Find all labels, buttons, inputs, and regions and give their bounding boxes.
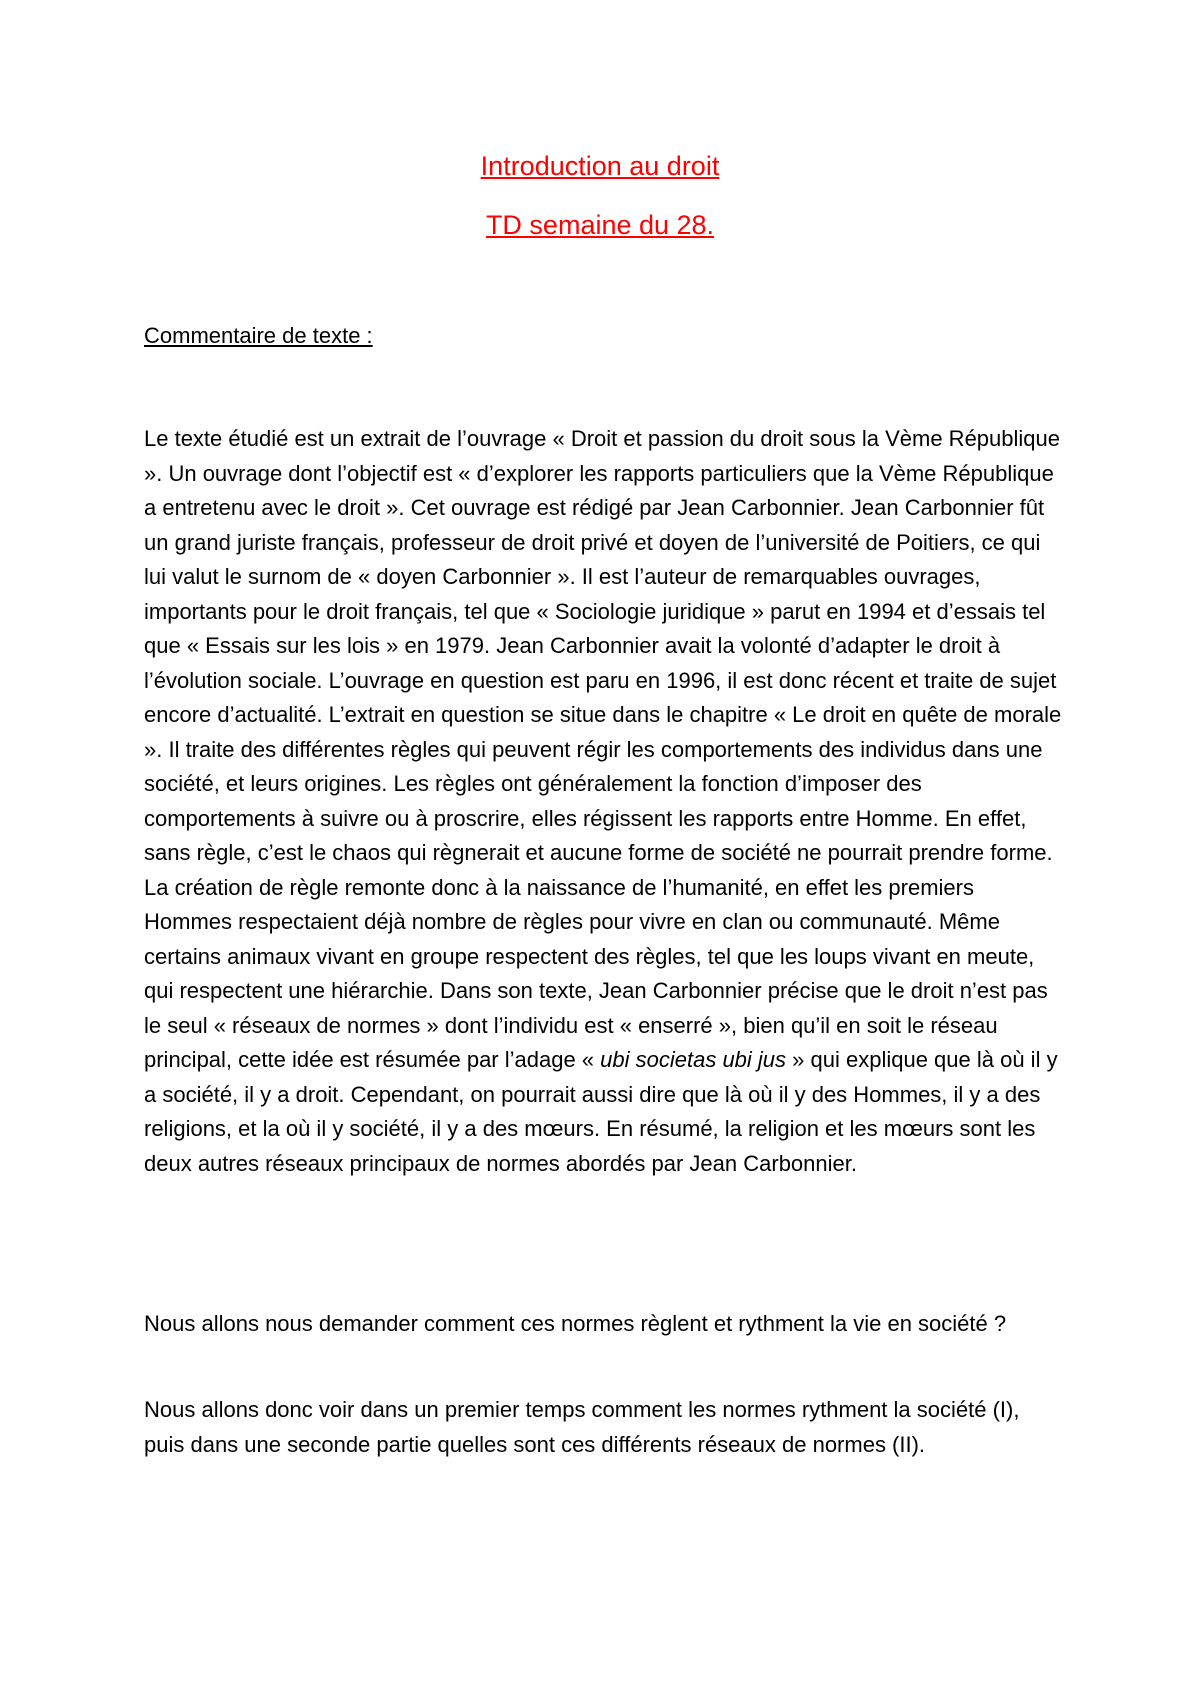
section-heading: Commentaire de texte : [144,323,373,348]
document-title: Introduction au droit [480,151,720,181]
paragraph-problematique: Nous allons nous demander comment ces normes règlent et rythment la vie en société ? [144,1311,1007,1336]
paragraph-introduction-text-end: » qui explique que là où il y a société, il y a droit. Cependant, on pourrait aussi dire que là où il y des Hommes, il y a des religions, et la où il y société, il y a des mœurs. En résumé, la religion et les mœurs sont les deux autres réseaux principaux de normes abordés par Jean Carbonnier. [144,1047,1058,1176]
paragraph-introduction-text-start: Le texte étudié est un extrait de l’ouvrage « Droit et passion du droit sous la Vème République ». Un ouvrage dont l’objectif est « d’explorer les rapports particuliers que la Vème République a entretenu avec le droit ». Cet ouvrage est rédigé par Jean Carbonnier. Jean Carbonnier fût un grand juriste français, professeur de droit privé et doyen de l’université de Poitiers, ce qui lui valut le surnom de « doyen Carbonnier ». Il est l’auteur de remarquables ouvrages, importants pour le droit français, tel que « Sociologie juridique » parut en 1994 et d’essais tel que « Essais sur les lois » en 1979. Jean Carbonnier avait la volonté d’adapter le droit à l’évolution sociale. L’ouvrage en question est paru en 1996, il est donc récent et traite de sujet encore d’actualité. L’extrait en question se situe dans le chapitre « Le droit en quête de morale ». Il traite des différentes règles qui peuvent régir les comportements des individus dans une société, et leurs origines. Les règles ont généralement la fonction d’imposer des comportements à suivre ou à proscrire, elles régissent les rapports entre Homme. En effet, sans règle, c’est le chaos qui règnerait et aucune forme de société ne pourrait prendre forme. La création de règle remonte donc à la naissance de l’humanité, en effet les premiers Hommes respectaient déjà nombre de règles pour vivre en clan ou communauté. Même certains animaux vivant en groupe respectent des règles, tel que les loups vivant en meute, qui respectent une hiérarchie. Dans son texte, Jean Carbonnier précise que le droit n’est pas le seul « réseaux de normes » dont l’individu est « enserré », bien qu’il en soit le réseau principal, cette idée est résumée par l’adage « [144,426,1062,1072]
paragraph-introduction [144,422,1066,1181]
document-subtitle: TD semaine du 28. [485,210,715,240]
latin-adage: ubi societas ubi jus [600,1047,787,1072]
paragraph-annonce-plan: Nous allons donc voir dans un premier temps comment les normes rythment la société (I), puis dans une seconde partie quelles sont ces différents réseaux de normes (II). [144,1397,1020,1457]
